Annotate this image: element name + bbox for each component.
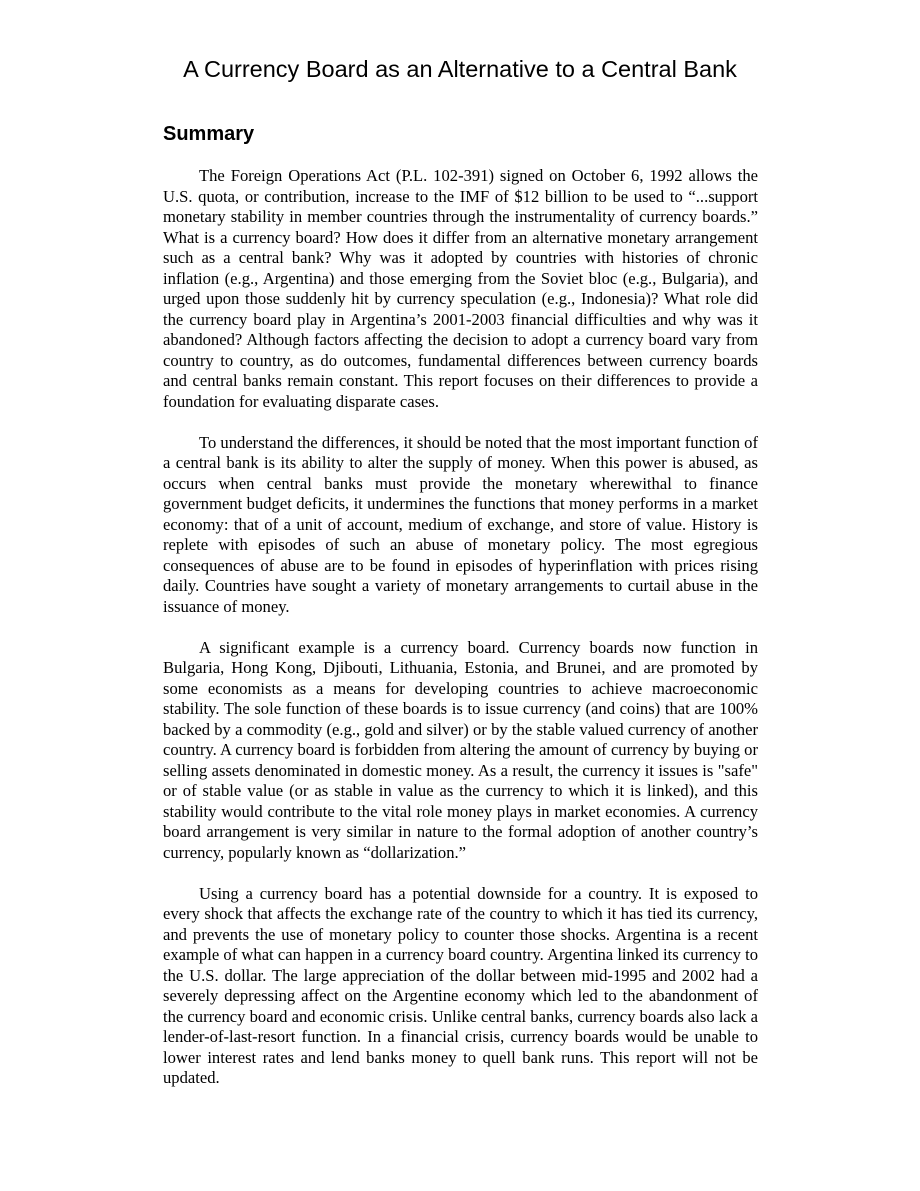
summary-body	[163, 166, 758, 1109]
paragraph: The Foreign Operations Act (P.L. 102-391) signed on October 6, 1992 allows the U.S. quota, or contribution, increase to the IMF of $12 billion to be used to “...support monetary stability in member countries through the instrumentality of currency boards.” What is a currency board? How does it differ from an alternative monetary arrangement such as a central bank? Why was it adopted by countries with histories of chronic inflation (e.g., Argentina) and those emerging from the Soviet bloc (e.g., Bulgaria), and urged upon those suddenly hit by currency speculation (e.g., Indonesia)? What role did the currency board play in Argentina’s 2001-2003 financial difficulties and why was it abandoned? Although factors affecting the decision to adopt a currency board vary from country to country, as do outcomes, fundamental differences between currency boards and central banks remain constant. This report focuses on their differences to provide a foundation for evaluating disparate cases.	[163, 166, 758, 411]
document-title: A Currency Board as an Alternative to a Central Bank	[183, 56, 737, 82]
paragraph: A significant example is a currency board. Currency boards now function in Bulgaria, Hong Kong, Djibouti, Lithuania, Estonia, and Brunei, and are promoted by some economists as a means for developing countries to achieve macroeconomic stability. The sole function of these boards is to issue currency (and coins) that are 100% backed by a commodity (e.g., gold and silver) or by the stable valued currency of another country. A currency board is forbidden from altering the amount of currency by buying or selling assets denominated in domestic money. As a result, the currency it issues is "safe" or of stable value (or as stable in value as the currency to which it is linked), and this stability would contribute to the vital role money plays in market economies. A currency board arrangement is very similar in nature to the formal adoption of another country’s currency, popularly known as “dollarization.”	[163, 637, 758, 862]
section-heading-summary: Summary	[163, 123, 255, 145]
paragraph: Using a currency board has a potential downside for a country. It is exposed to every shock that affects the exchange rate of the country to which it has tied its currency, and prevents the use of monetary policy to counter those shocks. Argentina is a recent example of what can happen in a currency board country. Argentina linked its currency to the U.S. dollar. The large appreciation of the dollar between mid-1995 and 2002 had a severely depressing affect on the Argentine economy which led to the abandonment of the currency board and economic crisis. Unlike central banks, currency boards also lack a lender-of-last-resort function. In a financial crisis, currency boards would be unable to lower interest rates and lend banks money to quell bank runs. This report will not be updated.	[163, 883, 758, 1087]
paragraph: To understand the differences, it should be noted that the most important function of a central bank is its ability to alter the supply of money. When this power is abused, as occurs when central banks must provide the monetary wherewithal to finance government budget deficits, it undermines the functions that money performs in a market economy: that of a unit of account, medium of exchange, and store of value. History is replete with episodes of such an abuse of monetary policy. The most egregious consequences of abuse are to be found in episodes of hyperinflation with prices rising daily. Countries have sought a variety of monetary arrangements to curtail abuse in the issuance of money.	[163, 432, 758, 616]
